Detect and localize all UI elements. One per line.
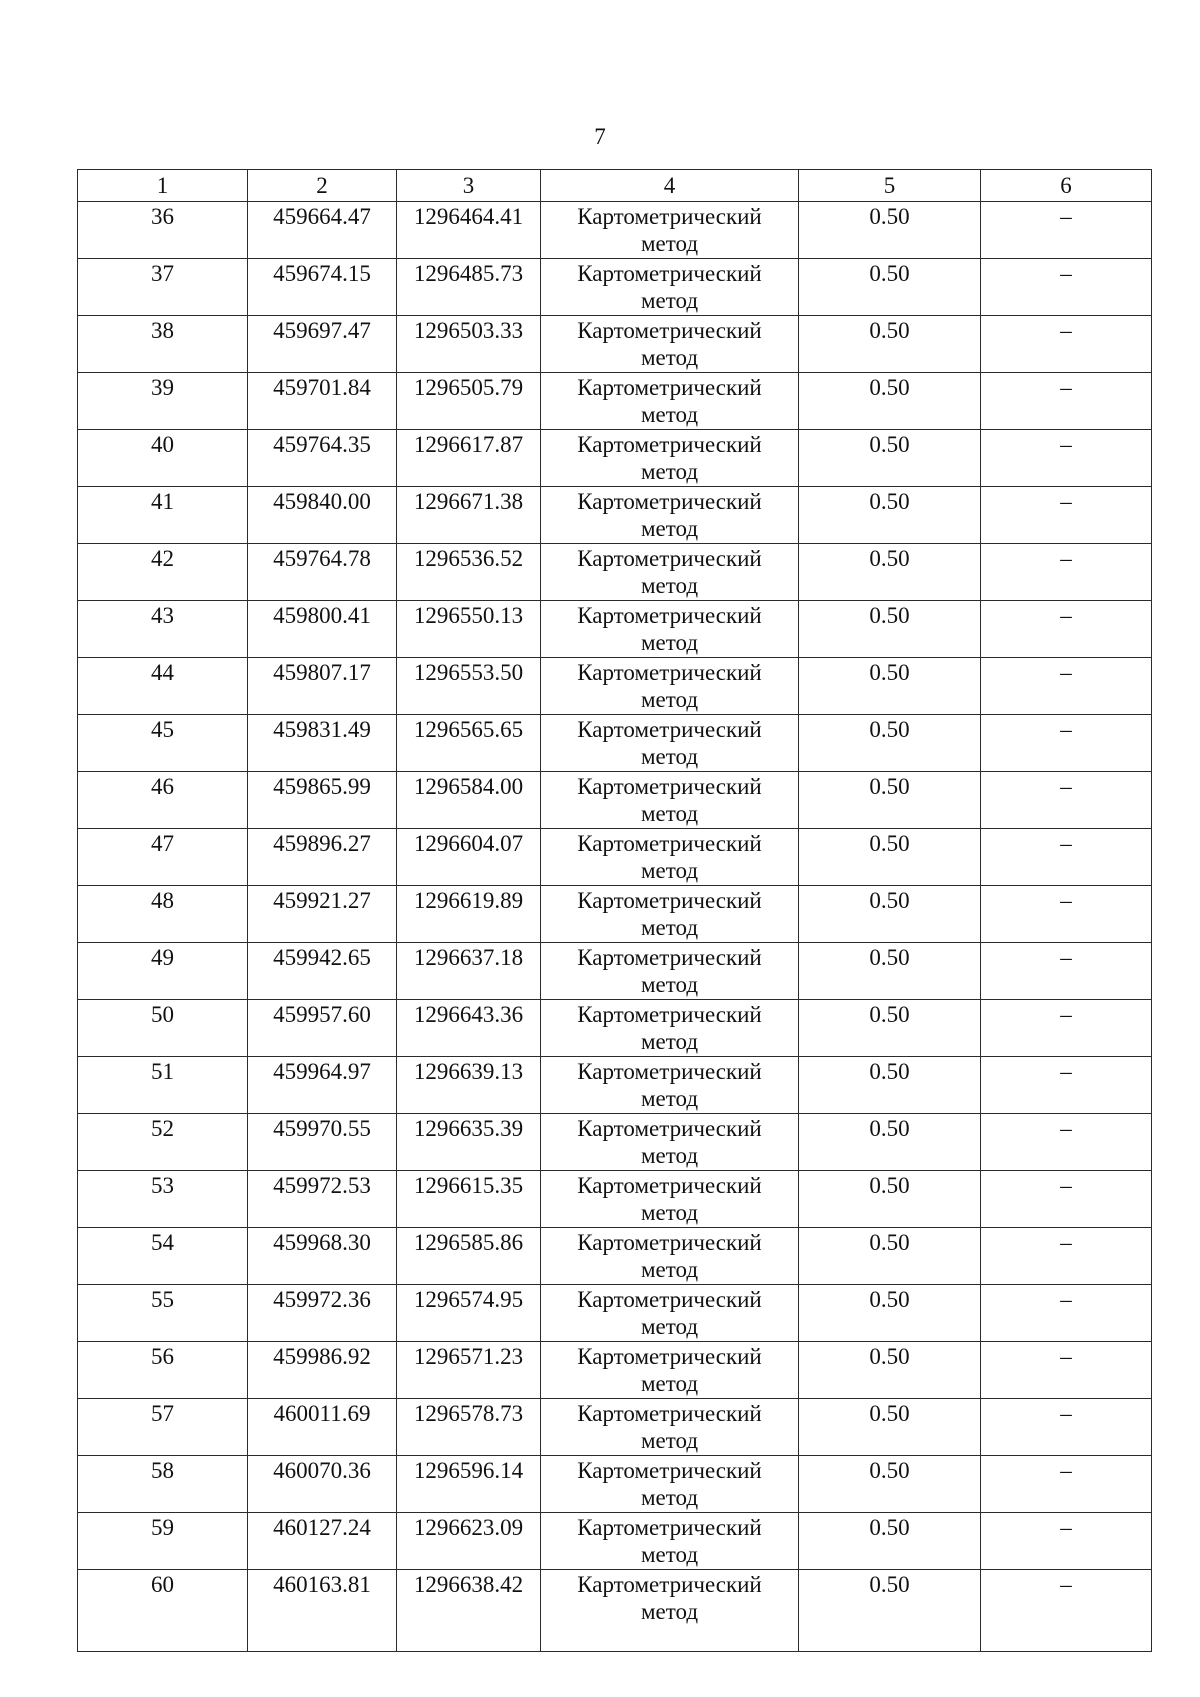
precision-cell: 0.50 bbox=[799, 1570, 981, 1652]
method-line-2: метод bbox=[640, 801, 699, 826]
table-body bbox=[78, 202, 1152, 1652]
x-coordinate-cell: 459942.65 bbox=[248, 943, 397, 1000]
point-number-cell: 60 bbox=[78, 1570, 248, 1652]
x-coordinate-cell: 459986.92 bbox=[248, 1342, 397, 1399]
precision-cell: 0.50 bbox=[799, 1228, 981, 1285]
column-header-1: 1 bbox=[78, 170, 248, 202]
method-cell bbox=[541, 487, 799, 544]
table-header bbox=[78, 170, 1152, 202]
method-line-2: метод bbox=[640, 1200, 699, 1225]
x-coordinate-cell: 459807.17 bbox=[248, 658, 397, 715]
table-row bbox=[78, 1399, 1152, 1456]
point-number-cell: 41 bbox=[78, 487, 248, 544]
point-number-cell: 52 bbox=[78, 1114, 248, 1171]
method-line-1: Картометрический bbox=[577, 660, 762, 685]
y-coordinate-cell: 1296553.50 bbox=[397, 658, 541, 715]
note-cell: – bbox=[981, 259, 1152, 316]
method-cell bbox=[541, 829, 799, 886]
method-line-2: метод bbox=[640, 1257, 699, 1282]
point-number-cell: 53 bbox=[78, 1171, 248, 1228]
table-row bbox=[78, 658, 1152, 715]
method-line-2: метод bbox=[640, 1485, 699, 1510]
note-cell: – bbox=[981, 430, 1152, 487]
method-line-2: метод bbox=[640, 345, 699, 370]
y-coordinate-cell: 1296571.23 bbox=[397, 1342, 541, 1399]
method-cell bbox=[541, 316, 799, 373]
x-coordinate-cell: 459840.00 bbox=[248, 487, 397, 544]
method-line-1: Картометрический bbox=[577, 432, 762, 457]
x-coordinate-cell: 459697.47 bbox=[248, 316, 397, 373]
method-cell bbox=[541, 943, 799, 1000]
method-line-2: метод bbox=[640, 288, 699, 313]
precision-cell: 0.50 bbox=[799, 715, 981, 772]
precision-cell: 0.50 bbox=[799, 487, 981, 544]
note-cell: – bbox=[981, 1570, 1152, 1652]
table-row bbox=[78, 430, 1152, 487]
precision-cell: 0.50 bbox=[799, 1114, 981, 1171]
header-row bbox=[78, 170, 1152, 202]
x-coordinate-cell: 459701.84 bbox=[248, 373, 397, 430]
y-coordinate-cell: 1296584.00 bbox=[397, 772, 541, 829]
table-row bbox=[78, 202, 1152, 259]
precision-cell: 0.50 bbox=[799, 1057, 981, 1114]
point-number-cell: 54 bbox=[78, 1228, 248, 1285]
method-cell bbox=[541, 259, 799, 316]
note-cell: – bbox=[981, 1228, 1152, 1285]
precision-cell: 0.50 bbox=[799, 259, 981, 316]
point-number-cell: 44 bbox=[78, 658, 248, 715]
y-coordinate-cell: 1296505.79 bbox=[397, 373, 541, 430]
table-row bbox=[78, 1171, 1152, 1228]
y-coordinate-cell: 1296639.13 bbox=[397, 1057, 541, 1114]
page-number: 7 bbox=[594, 124, 606, 149]
x-coordinate-cell: 459664.47 bbox=[248, 202, 397, 259]
point-number-cell: 38 bbox=[78, 316, 248, 373]
method-line-1: Картометрический bbox=[577, 603, 762, 628]
table-row bbox=[78, 544, 1152, 601]
method-line-1: Картометрический bbox=[577, 1458, 762, 1483]
method-line-1: Картометрический bbox=[577, 1230, 762, 1255]
x-coordinate-cell: 459970.55 bbox=[248, 1114, 397, 1171]
point-number-cell: 46 bbox=[78, 772, 248, 829]
note-cell: – bbox=[981, 943, 1152, 1000]
y-coordinate-cell: 1296464.41 bbox=[397, 202, 541, 259]
y-coordinate-cell: 1296604.07 bbox=[397, 829, 541, 886]
point-number-cell: 37 bbox=[78, 259, 248, 316]
method-line-2: метод bbox=[640, 1542, 699, 1567]
x-coordinate-cell: 459764.78 bbox=[248, 544, 397, 601]
table-row bbox=[78, 1057, 1152, 1114]
method-line-1: Картометрический bbox=[577, 1287, 762, 1312]
method-line-2: метод bbox=[640, 687, 699, 712]
y-coordinate-cell: 1296635.39 bbox=[397, 1114, 541, 1171]
method-cell bbox=[541, 1513, 799, 1570]
note-cell: – bbox=[981, 1114, 1152, 1171]
precision-cell: 0.50 bbox=[799, 1342, 981, 1399]
x-coordinate-cell: 459896.27 bbox=[248, 829, 397, 886]
precision-cell: 0.50 bbox=[799, 430, 981, 487]
y-coordinate-cell: 1296578.73 bbox=[397, 1399, 541, 1456]
table-row bbox=[78, 1285, 1152, 1342]
point-number-cell: 57 bbox=[78, 1399, 248, 1456]
table-row bbox=[78, 772, 1152, 829]
y-coordinate-cell: 1296617.87 bbox=[397, 430, 541, 487]
note-cell: – bbox=[981, 1342, 1152, 1399]
method-line-2: метод bbox=[640, 402, 699, 427]
y-coordinate-cell: 1296623.09 bbox=[397, 1513, 541, 1570]
precision-cell: 0.50 bbox=[799, 316, 981, 373]
table-row bbox=[78, 601, 1152, 658]
note-cell: – bbox=[981, 1513, 1152, 1570]
method-line-1: Картометрический bbox=[577, 1002, 762, 1027]
precision-cell: 0.50 bbox=[799, 829, 981, 886]
method-line-2: метод bbox=[640, 1599, 699, 1624]
method-line-1: Картометрический bbox=[577, 546, 762, 571]
table-row bbox=[78, 1570, 1152, 1652]
table-row bbox=[78, 259, 1152, 316]
note-cell: – bbox=[981, 772, 1152, 829]
x-coordinate-cell: 459957.60 bbox=[248, 1000, 397, 1057]
method-cell bbox=[541, 544, 799, 601]
x-coordinate-cell: 459972.36 bbox=[248, 1285, 397, 1342]
method-cell bbox=[541, 1228, 799, 1285]
note-cell: – bbox=[981, 658, 1152, 715]
precision-cell: 0.50 bbox=[799, 772, 981, 829]
note-cell: – bbox=[981, 202, 1152, 259]
point-number-cell: 55 bbox=[78, 1285, 248, 1342]
method-line-2: метод bbox=[640, 630, 699, 655]
column-header-6: 6 bbox=[981, 170, 1152, 202]
precision-cell: 0.50 bbox=[799, 202, 981, 259]
note-cell: – bbox=[981, 829, 1152, 886]
method-cell bbox=[541, 430, 799, 487]
precision-cell: 0.50 bbox=[799, 886, 981, 943]
table-row bbox=[78, 1342, 1152, 1399]
x-coordinate-cell: 459972.53 bbox=[248, 1171, 397, 1228]
precision-cell: 0.50 bbox=[799, 1171, 981, 1228]
method-cell bbox=[541, 1399, 799, 1456]
column-header-5: 5 bbox=[799, 170, 981, 202]
table-row bbox=[78, 1114, 1152, 1171]
y-coordinate-cell: 1296619.89 bbox=[397, 886, 541, 943]
method-line-1: Картометрический bbox=[577, 1344, 762, 1369]
table-row bbox=[78, 1228, 1152, 1285]
x-coordinate-cell: 459968.30 bbox=[248, 1228, 397, 1285]
table-row bbox=[78, 1513, 1152, 1570]
y-coordinate-cell: 1296550.13 bbox=[397, 601, 541, 658]
point-number-cell: 56 bbox=[78, 1342, 248, 1399]
x-coordinate-cell: 459964.97 bbox=[248, 1057, 397, 1114]
method-cell bbox=[541, 1342, 799, 1399]
method-cell bbox=[541, 1114, 799, 1171]
method-cell bbox=[541, 715, 799, 772]
precision-cell: 0.50 bbox=[799, 373, 981, 430]
precision-cell: 0.50 bbox=[799, 1285, 981, 1342]
note-cell: – bbox=[981, 1399, 1152, 1456]
method-line-1: Картометрический bbox=[577, 1116, 762, 1141]
y-coordinate-cell: 1296638.42 bbox=[397, 1570, 541, 1652]
method-line-2: метод bbox=[640, 573, 699, 598]
method-line-2: метод bbox=[640, 972, 699, 997]
point-number-cell: 40 bbox=[78, 430, 248, 487]
point-number-cell: 49 bbox=[78, 943, 248, 1000]
y-coordinate-cell: 1296643.36 bbox=[397, 1000, 541, 1057]
note-cell: – bbox=[981, 373, 1152, 430]
method-line-2: метод bbox=[640, 744, 699, 769]
method-line-2: метод bbox=[640, 1086, 699, 1111]
point-number-cell: 48 bbox=[78, 886, 248, 943]
method-line-2: метод bbox=[640, 231, 699, 256]
method-line-1: Картометрический bbox=[577, 204, 762, 229]
method-line-1: Картометрический bbox=[577, 831, 762, 856]
y-coordinate-cell: 1296485.73 bbox=[397, 259, 541, 316]
y-coordinate-cell: 1296671.38 bbox=[397, 487, 541, 544]
x-coordinate-cell: 460011.69 bbox=[248, 1399, 397, 1456]
method-line-2: метод bbox=[640, 1143, 699, 1168]
method-line-2: метод bbox=[640, 1029, 699, 1054]
precision-cell: 0.50 bbox=[799, 1399, 981, 1456]
method-cell bbox=[541, 1285, 799, 1342]
method-line-2: метод bbox=[640, 516, 699, 541]
precision-cell: 0.50 bbox=[799, 1456, 981, 1513]
method-cell bbox=[541, 886, 799, 943]
point-number-cell: 43 bbox=[78, 601, 248, 658]
method-line-2: метод bbox=[640, 1371, 699, 1396]
method-cell bbox=[541, 373, 799, 430]
point-number-cell: 39 bbox=[78, 373, 248, 430]
column-header-3: 3 bbox=[397, 170, 541, 202]
method-line-1: Картометрический bbox=[577, 318, 762, 343]
x-coordinate-cell: 459764.35 bbox=[248, 430, 397, 487]
point-number-cell: 45 bbox=[78, 715, 248, 772]
point-number-cell: 50 bbox=[78, 1000, 248, 1057]
x-coordinate-cell: 459865.99 bbox=[248, 772, 397, 829]
x-coordinate-cell: 460070.36 bbox=[248, 1456, 397, 1513]
method-cell bbox=[541, 202, 799, 259]
table-row bbox=[78, 373, 1152, 430]
method-cell bbox=[541, 772, 799, 829]
precision-cell: 0.50 bbox=[799, 1513, 981, 1570]
precision-cell: 0.50 bbox=[799, 1000, 981, 1057]
method-line-2: метод bbox=[640, 915, 699, 940]
y-coordinate-cell: 1296536.52 bbox=[397, 544, 541, 601]
precision-cell: 0.50 bbox=[799, 601, 981, 658]
x-coordinate-cell: 460127.24 bbox=[248, 1513, 397, 1570]
method-cell bbox=[541, 1171, 799, 1228]
method-cell bbox=[541, 1570, 799, 1652]
table-row bbox=[78, 829, 1152, 886]
note-cell: – bbox=[981, 886, 1152, 943]
method-line-1: Картометрический bbox=[577, 774, 762, 799]
method-line-1: Картометрический bbox=[577, 1515, 762, 1540]
method-line-1: Картометрический bbox=[577, 888, 762, 913]
column-header-4: 4 bbox=[541, 170, 799, 202]
point-number-cell: 59 bbox=[78, 1513, 248, 1570]
method-line-1: Картометрический bbox=[577, 945, 762, 970]
table-row bbox=[78, 886, 1152, 943]
table-row bbox=[78, 715, 1152, 772]
note-cell: – bbox=[981, 316, 1152, 373]
table-row bbox=[78, 1456, 1152, 1513]
method-line-2: метод bbox=[640, 1314, 699, 1339]
note-cell: – bbox=[981, 1057, 1152, 1114]
method-line-2: метод bbox=[640, 459, 699, 484]
method-line-1: Картометрический bbox=[577, 261, 762, 286]
y-coordinate-cell: 1296585.86 bbox=[397, 1228, 541, 1285]
table-row bbox=[78, 316, 1152, 373]
y-coordinate-cell: 1296565.65 bbox=[397, 715, 541, 772]
method-cell bbox=[541, 601, 799, 658]
note-cell: – bbox=[981, 1000, 1152, 1057]
precision-cell: 0.50 bbox=[799, 544, 981, 601]
method-line-1: Картометрический bbox=[577, 1173, 762, 1198]
note-cell: – bbox=[981, 601, 1152, 658]
method-line-1: Картометрический bbox=[577, 1572, 762, 1597]
precision-cell: 0.50 bbox=[799, 658, 981, 715]
method-cell bbox=[541, 1456, 799, 1513]
method-line-1: Картометрический bbox=[577, 1401, 762, 1426]
method-line-2: метод bbox=[640, 1428, 699, 1453]
x-coordinate-cell: 460163.81 bbox=[248, 1570, 397, 1652]
method-cell bbox=[541, 658, 799, 715]
y-coordinate-cell: 1296503.33 bbox=[397, 316, 541, 373]
coordinates-table bbox=[77, 169, 1152, 1652]
note-cell: – bbox=[981, 1171, 1152, 1228]
point-number-cell: 58 bbox=[78, 1456, 248, 1513]
point-number-cell: 47 bbox=[78, 829, 248, 886]
note-cell: – bbox=[981, 487, 1152, 544]
x-coordinate-cell: 459800.41 bbox=[248, 601, 397, 658]
column-header-2: 2 bbox=[248, 170, 397, 202]
y-coordinate-cell: 1296615.35 bbox=[397, 1171, 541, 1228]
note-cell: – bbox=[981, 1285, 1152, 1342]
table-row bbox=[78, 943, 1152, 1000]
point-number-cell: 51 bbox=[78, 1057, 248, 1114]
y-coordinate-cell: 1296596.14 bbox=[397, 1456, 541, 1513]
note-cell: – bbox=[981, 715, 1152, 772]
x-coordinate-cell: 459921.27 bbox=[248, 886, 397, 943]
method-cell bbox=[541, 1057, 799, 1114]
precision-cell: 0.50 bbox=[799, 943, 981, 1000]
method-line-1: Картометрический bbox=[577, 375, 762, 400]
table-row bbox=[78, 487, 1152, 544]
note-cell: – bbox=[981, 544, 1152, 601]
y-coordinate-cell: 1296574.95 bbox=[397, 1285, 541, 1342]
method-line-1: Картометрический bbox=[577, 1059, 762, 1084]
method-line-1: Картометрический bbox=[577, 717, 762, 742]
table-row bbox=[78, 1000, 1152, 1057]
point-number-cell: 42 bbox=[78, 544, 248, 601]
y-coordinate-cell: 1296637.18 bbox=[397, 943, 541, 1000]
note-cell: – bbox=[981, 1456, 1152, 1513]
x-coordinate-cell: 459831.49 bbox=[248, 715, 397, 772]
x-coordinate-cell: 459674.15 bbox=[248, 259, 397, 316]
method-cell bbox=[541, 1000, 799, 1057]
point-number-cell: 36 bbox=[78, 202, 248, 259]
method-line-1: Картометрический bbox=[577, 489, 762, 514]
method-line-2: метод bbox=[640, 858, 699, 883]
